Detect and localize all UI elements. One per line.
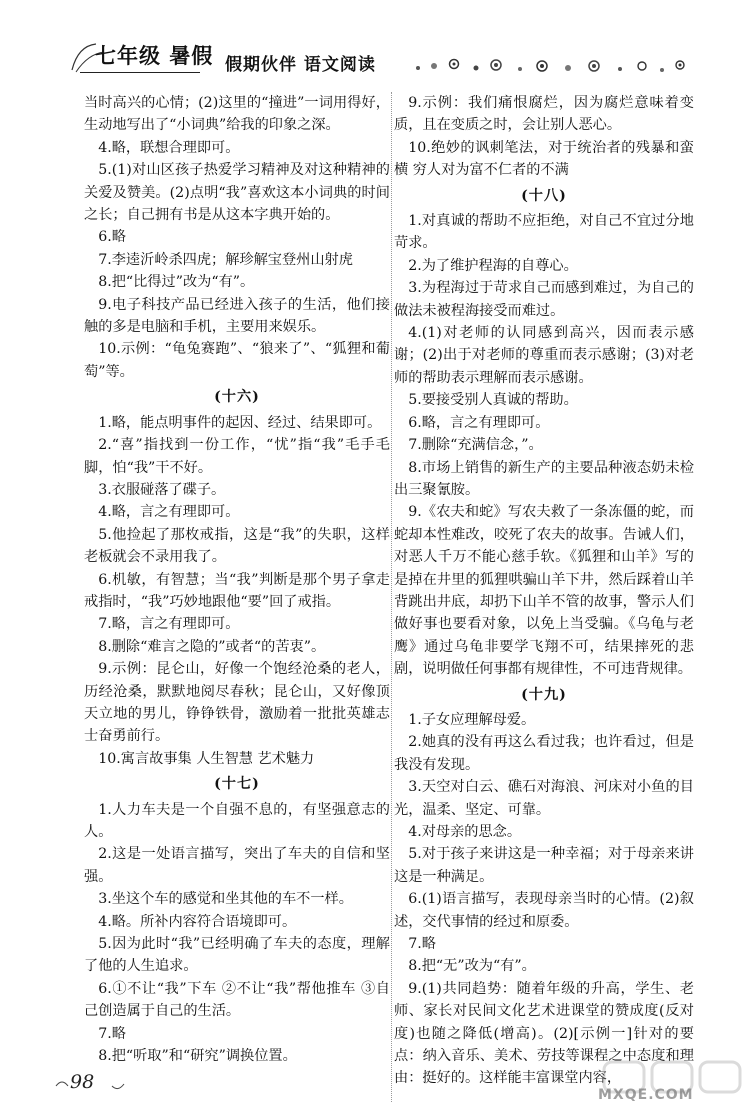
section-heading: (十七)	[214, 776, 260, 793]
answer-item: 3.衣服碰落了碟子。	[98, 481, 226, 498]
section-heading: (十九)	[521, 686, 567, 703]
answer-item: 3.坐这个车的感觉和坐其他的车不一样。	[98, 891, 353, 908]
answer-item: 2.这是一处语言描写，突出了车夫的自信和坚强。	[84, 846, 390, 885]
answer-item: 7.删除“充满信念，”。	[408, 437, 543, 454]
page-number: 98	[70, 1071, 95, 1093]
answer-item: 5.因为此时“我”已经明确了车夫的态度，理解了他的人生追求。	[84, 936, 390, 975]
answer-item: 6.略，言之有理即可。	[408, 414, 550, 431]
answer-item: 2.她真的没有再这么看过我；也许看过，但是我没有发现。	[394, 734, 694, 773]
answer-item: 2.“喜”指找到一份工作，“忧”指“我”毛手毛脚，怕“我”干不好。	[84, 437, 390, 476]
header-underline	[80, 72, 200, 73]
answer-item: 4.(1)对老师的认同感到高兴，因而表示感谢；(2)出于对老师的尊重而表示感谢；(3)对老师的帮助表示理解而表示感谢。	[394, 325, 694, 386]
answer-item: 10.示例：“龟兔赛跑”、“狼来了”、“狐狸和葡萄”等。	[84, 341, 390, 380]
answer-item: 5.他捡起了那枚戒指，这是“我”的失职，这样老板就会不录用我了。	[84, 526, 390, 566]
answer-item: 6.机敏，有智慧；当“我”判断是那个男子拿走戒指时，“我”巧妙地跟他“要”回了戒指。	[84, 571, 390, 610]
answer-item: 当时高兴的心情；(2)这里的“撞进”一词用得好，生动地写出了“小词典”给我的印象之深。	[84, 95, 390, 134]
answer-item: 9.《农夫和蛇》写农夫救了一条冻僵的蛇，而蛇却本性难改，咬死了农夫的故事。告诫人们，对恶人千万不能心慈手软。《狐狸和山羊》写的是掉在井里的狐狸哄骗山羊下井，然后踩着山羊背跳出井底，却扔下山羊不管的故事，警示人们做好事也要看对象，以免上当受骗。《乌龟与老鹰》通过乌龟非要学飞翔不可，结果摔死的悲剧，说明做任何事都有规律性，不可违背规律。	[394, 504, 694, 678]
answer-item: 2.为了维护程海的自尊心。	[408, 257, 578, 274]
answer-item: 6.(1)语言描写，表现母亲当时的心情。(2)叙述，交代事情的经过和原委。	[394, 891, 694, 930]
answer-item: 8.删除“难言之隐的”或者“的苦衷”。	[98, 638, 326, 655]
answer-item: 4.略。所补内容符合语境即可。	[98, 913, 297, 930]
answer-item: 5.对于孩子来讲这是一种幸福；对于母亲来讲这是一种满足。	[394, 846, 694, 885]
answer-item: 10.绝妙的讽刺笔法，对于统治者的残暴和蛮横 穷人对为富不仁者的不满	[394, 139, 694, 179]
answer-item: 7.李逵沂岭杀四虎；解珍解宝登州山射虎	[98, 251, 353, 268]
watermark-url: MXQE.COM	[598, 1087, 694, 1103]
answer-item: 7.略	[98, 1025, 126, 1042]
left-column	[84, 92, 390, 1067]
answer-item: 10.寓言故事集 人生智慧 艺术魅力	[98, 750, 315, 767]
answer-item: 1.略，能点明事件的起因、经过、结果即可。	[98, 414, 382, 431]
answer-item: 6.略	[98, 229, 126, 246]
answer-item: 9.示例：昆仑山，好像一个饱经沧桑的老人，历经沧桑，默默地阅尽春秋；昆仑山，又好像顶天立地的男儿，铮铮铁骨，激励着一批批英雄志士奋勇前行。	[84, 661, 390, 745]
answer-item: 5.(1)对山区孩子热爱学习精神及对这种精神的关爱及赞美。(2)点明“我”喜欢这本小词典的时间之长；自己拥有书是从这本字典开始的。	[84, 162, 390, 224]
section-heading: (十六)	[214, 389, 260, 406]
answer-item: 4.略，言之有理即可。	[98, 504, 240, 521]
page-header	[0, 0, 750, 86]
answer-item: 1.对真诚的帮助不应拒绝，对自己不宜过分地苛求。	[394, 213, 694, 252]
answer-item: 4.略，联想合理即可。	[98, 139, 240, 156]
column-divider	[391, 92, 392, 1102]
section-heading: (十八)	[521, 187, 567, 204]
book-subject: 假期伙伴 语文阅读	[225, 55, 376, 75]
answer-item: 4.对母亲的思念。	[408, 824, 522, 840]
answer-item: 8.把“比得过”改为“有”。	[98, 274, 255, 291]
answer-item: 3.为程海过于苛求自己而感到难过，为自己的做法未被程海接受而难过。	[394, 280, 694, 319]
answer-item: 6.①不让“我”下车 ②不让“我”帮他推车 ③自己创造属于自己的生活。	[84, 980, 390, 1020]
answer-item: 7.略，言之有理即可。	[98, 616, 240, 633]
answer-item: 9.(1)共同趋势：随着年级的升高，学生、老师、家长对民间文化艺术进课堂的赞成度(反对度)也随之降低(增高)。(2)[示例一]针对的要点：纳入音乐、美术、劳技等课程之中态度和理由：挺好的。这样能丰富课堂内容，	[394, 980, 694, 1087]
answer-item: 1.人力车夫是一个自强不息的，有坚强意志的人。	[84, 801, 390, 840]
answer-item: 9.电子科技产品已经进入孩子的生活，他们接触的多是电脑和手机，主要用来娱乐。	[84, 296, 390, 336]
answer-item: 5.要接受别人真诚的帮助。	[408, 392, 578, 409]
answer-item: 7.略	[408, 936, 436, 953]
answer-item: 3.天空对白云、礁石对海浪、河床对小鱼的目光，温柔、坚定、可靠。	[394, 779, 694, 818]
grade-title: 七年级 暑假	[95, 44, 214, 68]
answer-item: 8.把“听取”和“研究”调换位置。	[98, 1048, 297, 1065]
header-dots-ornament-icon	[412, 54, 692, 80]
answer-item: 9.示例：我们痛恨腐烂，因为腐烂意味着变质，且在变质之时，会让别人恶心。	[394, 95, 694, 134]
answer-item: 8.市场上销售的新生产的主要品种液态奶未检出三聚氰胺。	[394, 459, 694, 498]
answer-item: 8.把“无”改为“有”。	[408, 958, 536, 975]
right-column	[394, 92, 694, 1090]
answer-item: 1.子女应理解母爱。	[408, 711, 536, 728]
